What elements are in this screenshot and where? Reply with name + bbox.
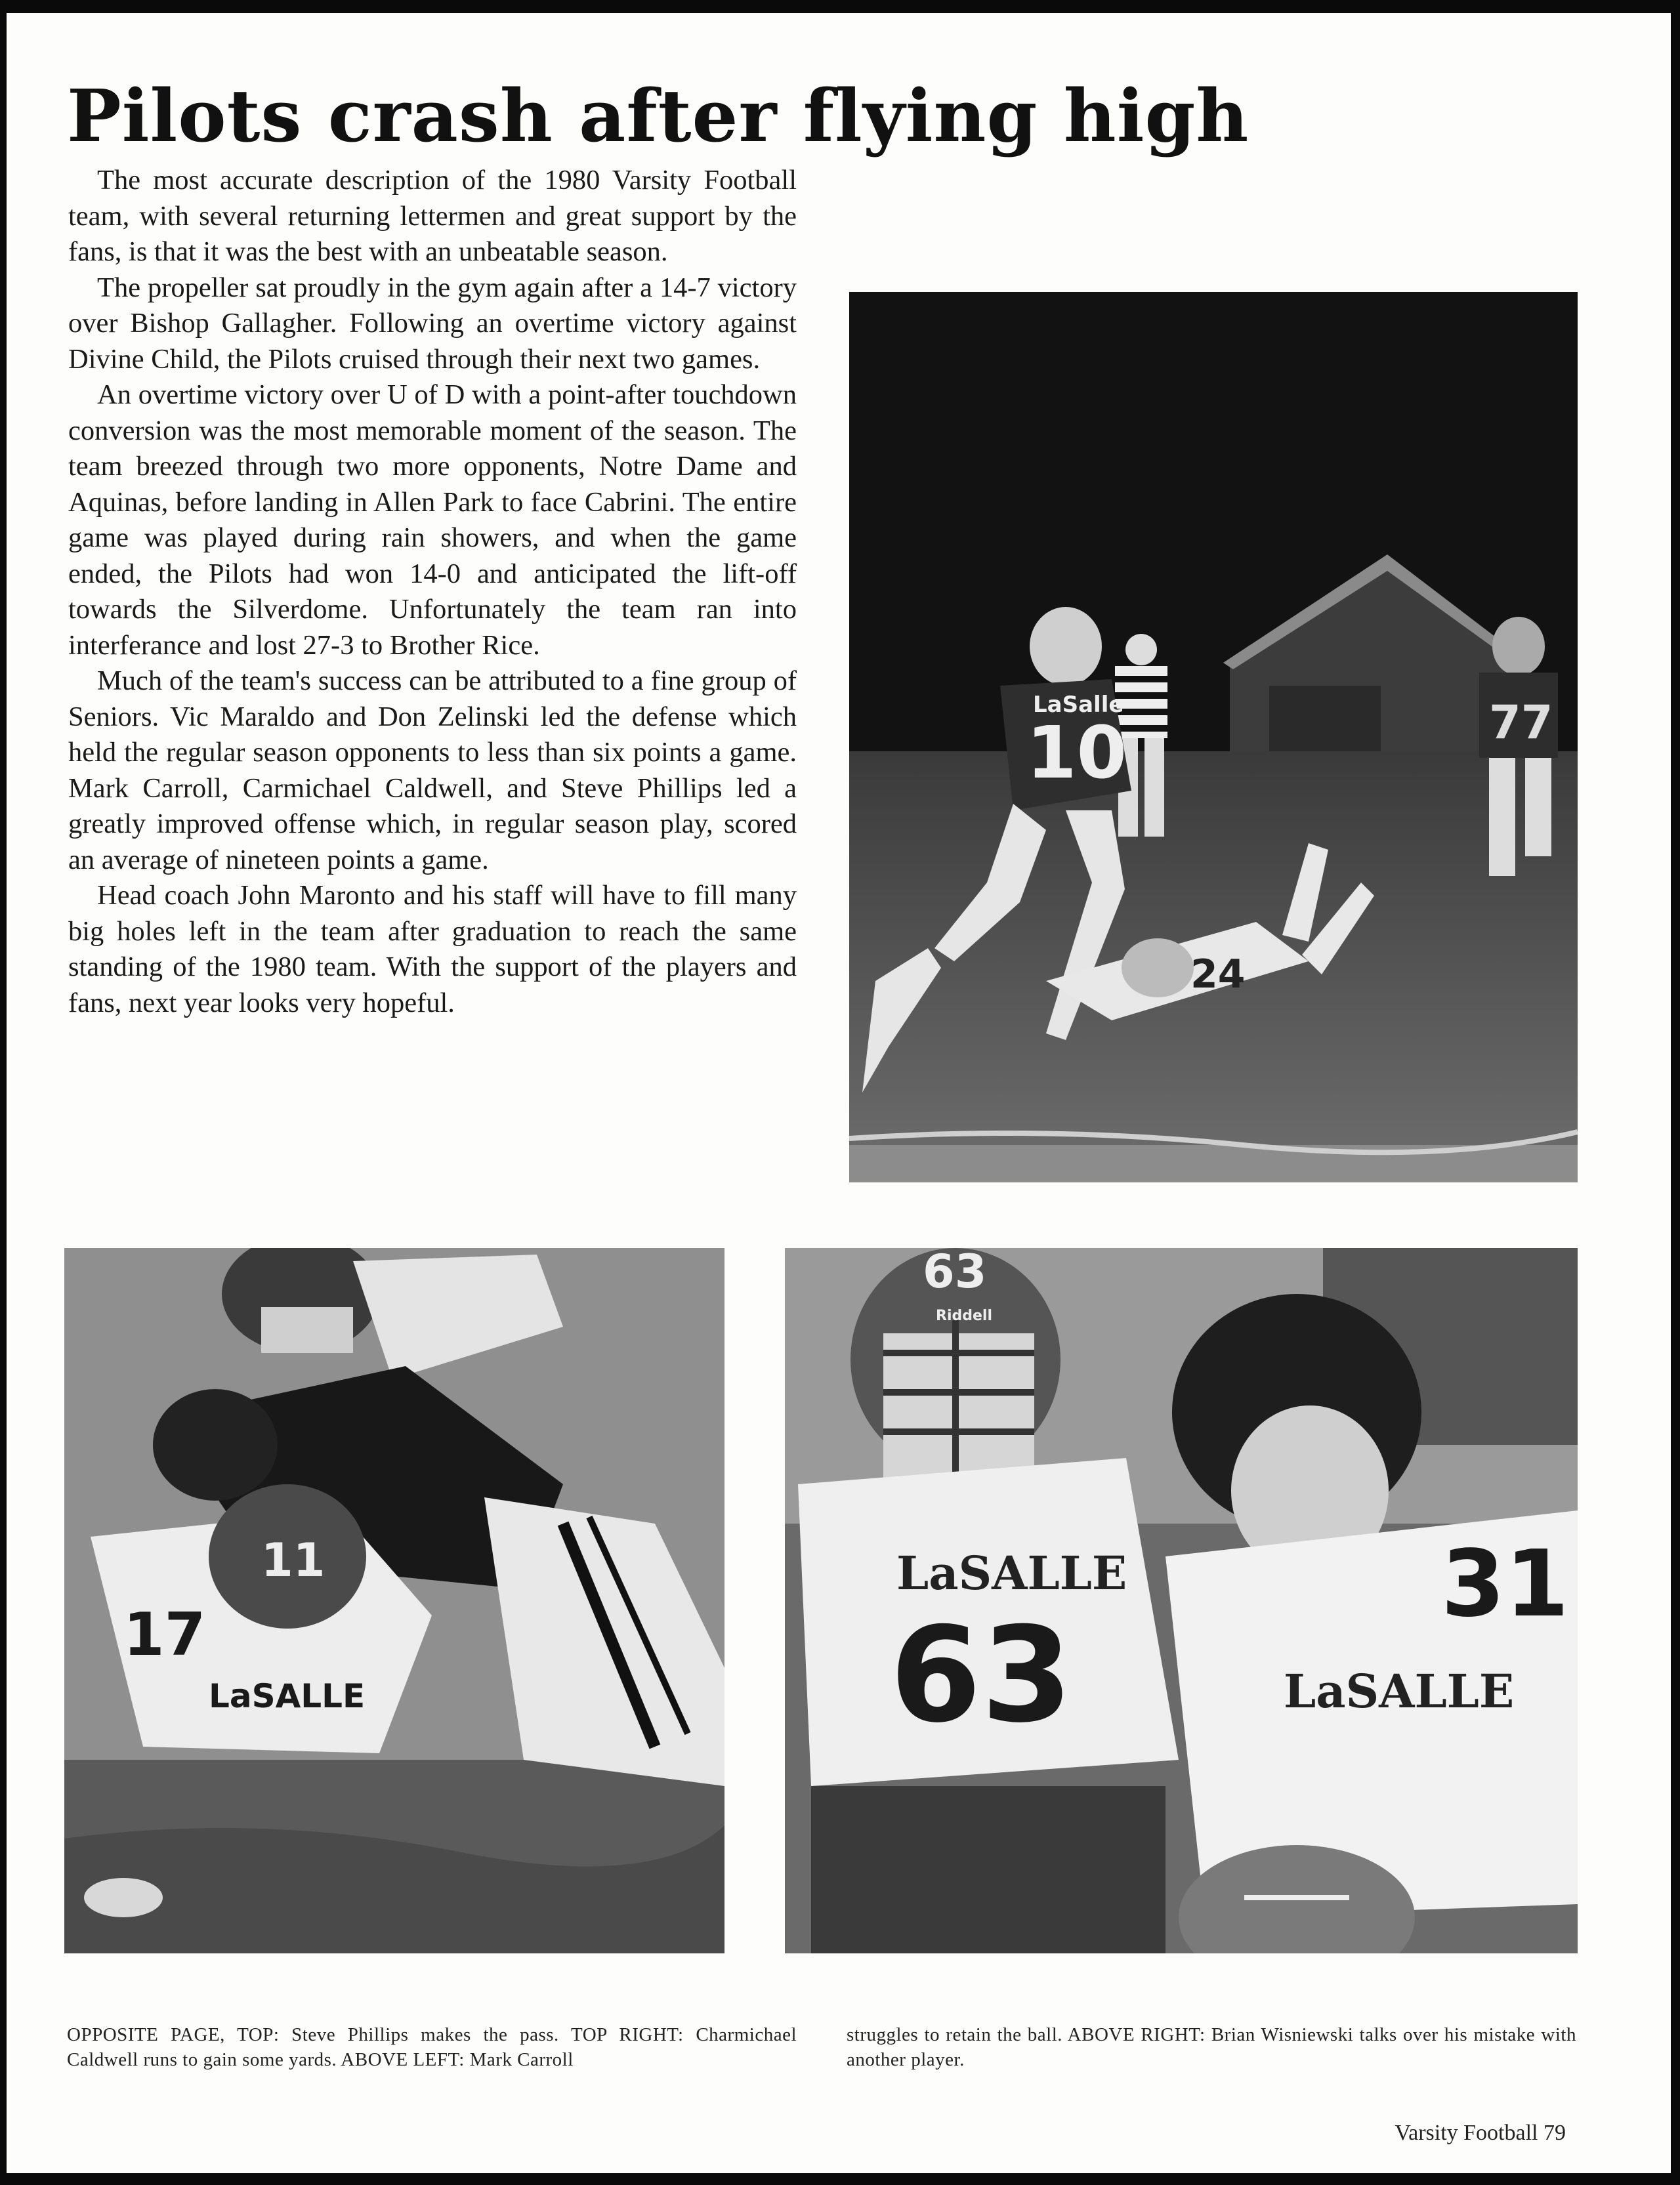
jersey-team-name: LaSALLE xyxy=(209,1677,366,1715)
article-paragraph: The propeller sat proudly in the gym again after a 14-7 victory over Bishop Gallagher. Following an overtime victory against Divine Child, the Pilots cruised through their next two games. xyxy=(68,272,797,375)
jersey-team-name: LaSalle xyxy=(1033,692,1124,718)
sleeve-number-17: 17 xyxy=(123,1600,206,1669)
photo-running-back xyxy=(849,292,1578,1182)
article-body xyxy=(68,163,797,1021)
helmet-number-63: 63 xyxy=(923,1248,987,1299)
article-paragraph: Much of the team's success can be attributed to a fine group of Seniors. Vic Maraldo and Don Zelinski led the defense which held the regular season opponents to less than six points a game. Mark Carroll, Carmichael Caldwell, and Steve Phillips led a greatly improved offense which, in regular season play, scored an average of nineteen points a game. xyxy=(68,665,797,875)
jersey-number-77: 77 xyxy=(1489,696,1553,749)
jersey-team-name-right: LaSALLE xyxy=(1284,1664,1515,1718)
article-paragraph: The most accurate description of the 1980 Varsity Football team, with several returning lettermen and great support by the fans, is that it was the best with an unbeatable season. xyxy=(68,165,797,267)
helmet-brand: Riddell xyxy=(936,1308,992,1324)
jersey-team-name-left: LaSALLE xyxy=(896,1546,1127,1600)
page-folio: Varsity Football 79 xyxy=(1395,2121,1566,2145)
helmet-number-11: 11 xyxy=(261,1533,326,1587)
jersey-number-10: 10 xyxy=(1026,711,1127,795)
page-headline: Pilots crash after flying high xyxy=(67,73,1250,158)
jersey-number-63: 63 xyxy=(890,1599,1073,1752)
jersey-number-24: 24 xyxy=(1190,951,1246,997)
article-paragraph: An overtime victory over U of D with a point-after touchdown conversion was the most memorable moment of the season. The team breezed through two more opponents, Notre Dame and Aquinas, before landing in Allen Park to face Cabrini. The entire game was played during rain showers, and when the game ended, the Pilots had won 14-0 and anticipated the lift-off towards the Silverdome. Unfortunately the team ran into interferance and lost 27-3 to Brother Rice. xyxy=(68,379,797,661)
photo-caption-right: struggles to retain the ball. ABOVE RIGHT: Brian Wisniewski talks over his mistake with another player. xyxy=(847,2024,1576,2070)
jersey-number-31: 31 xyxy=(1441,1531,1569,1638)
photo-caption-left: OPPOSITE PAGE, TOP: Steve Phillips makes the pass. TOP RIGHT: Charmichael Caldwell runs to gain some yards. ABOVE LEFT: Mark Carroll xyxy=(67,2024,797,2070)
photo-two-players xyxy=(785,1248,1578,1953)
article-paragraph: Head coach John Maronto and his staff will have to fill many big holes left in the team after graduation to reach the same standing of the 1980 team. With the support of the players and fans, next year looks very hopeful. xyxy=(68,880,797,1018)
yearbook-page xyxy=(7,13,1671,2173)
photo-pileup xyxy=(64,1248,724,1953)
